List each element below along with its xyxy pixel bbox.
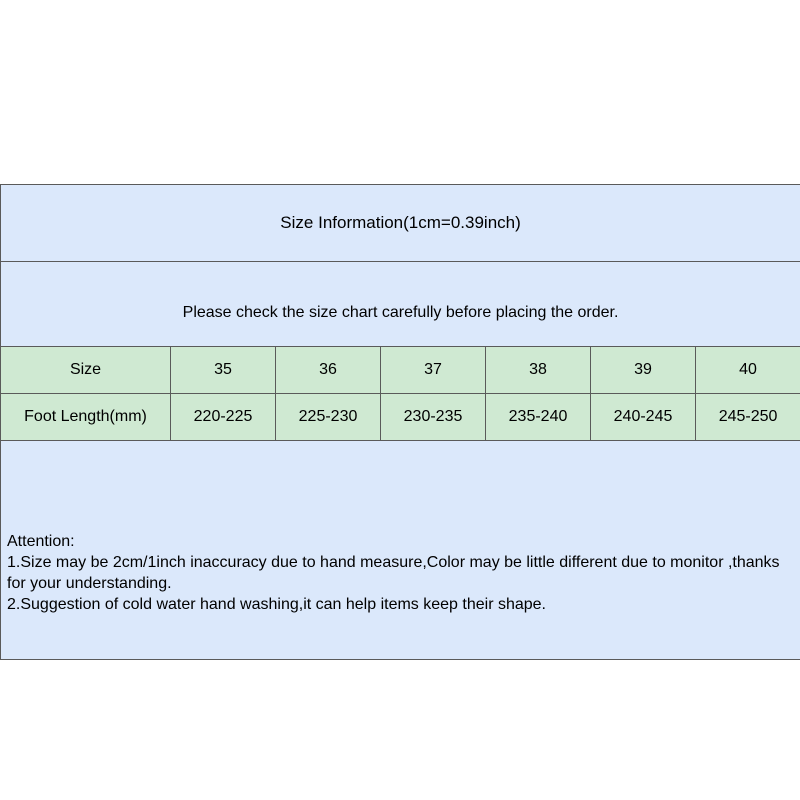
cell-size-40: 40: [696, 347, 800, 394]
cell-foot-length-35: 220-225: [171, 394, 276, 441]
chart-title: Size Information(1cm=0.39inch): [1, 185, 800, 262]
cell-size-36: 36: [276, 347, 381, 394]
cell-foot-length-40: 245-250: [696, 394, 800, 441]
row-header-foot-length: Foot Length(mm): [1, 394, 171, 441]
attention-title: Attention:: [7, 532, 75, 550]
cell-foot-length-37: 230-235: [381, 394, 486, 441]
attention-note-2: 2.Suggestion of cold water hand washing,it can help items keep their shape.: [7, 596, 546, 614]
cell-foot-length-38: 235-240: [486, 394, 591, 441]
table-row-subtitle: [1, 262, 800, 347]
attention-note-1: 1.Size may be 2cm/1inch inaccuracy due to hand measure,Color may be little different due to monitor ,thanks for your understanding.: [7, 553, 785, 592]
row-header-size: Size: [1, 347, 171, 394]
size-information-table: [0, 184, 800, 660]
cell-size-39: 39: [591, 347, 696, 394]
table-row-size: [1, 347, 800, 394]
table-row-notes: [1, 441, 800, 660]
cell-foot-length-36: 225-230: [276, 394, 381, 441]
size-chart-container: [0, 184, 800, 660]
table-row-foot-length: [1, 394, 800, 441]
cell-size-38: 38: [486, 347, 591, 394]
cell-size-37: 37: [381, 347, 486, 394]
attention-notes: [1, 441, 800, 660]
cell-foot-length-39: 240-245: [591, 394, 696, 441]
table-row-title: [1, 185, 800, 262]
chart-subtitle-text: Please check the size chart carefully before placing the order.: [182, 304, 619, 321]
chart-subtitle: [1, 262, 800, 347]
cell-size-35: 35: [171, 347, 276, 394]
